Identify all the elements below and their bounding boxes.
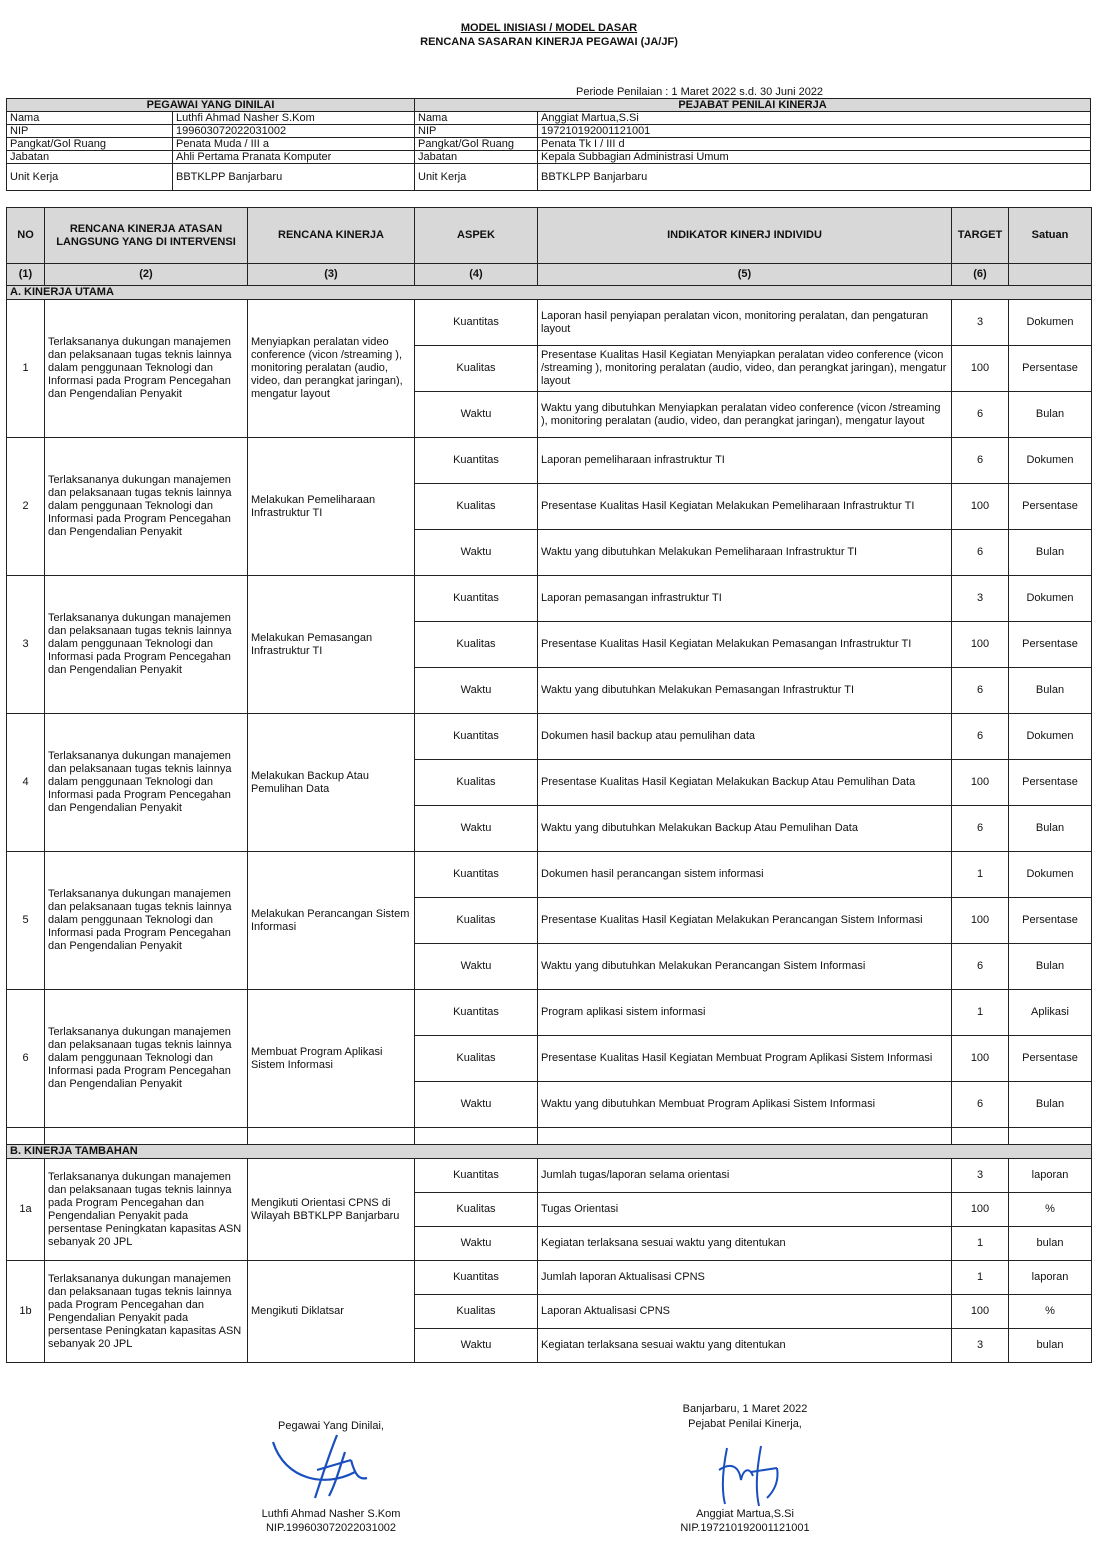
target: 1 [952, 990, 1009, 1036]
identity-label: Pangkat/Gol Ruang [7, 138, 173, 151]
blank-cell [415, 1128, 538, 1145]
target: 3 [952, 1159, 1009, 1193]
identity-label: Pangkat/Gol Ruang [415, 138, 538, 151]
indikator: Waktu yang dibutuhkan Melakukan Pemasangan Infrastruktur TI [538, 668, 952, 714]
target: 100 [952, 898, 1009, 944]
rencana-kinerja: Menyiapkan peralatan video conference (vicon /streaming ), monitoring peralatan (audio, video, dan perangkat jaringan), mengatur layout [248, 300, 415, 438]
target: 6 [952, 714, 1009, 760]
indikator: Waktu yang dibutuhkan Menyiapkan peralatan video conference (vicon /streaming ), monitoring peralatan (audio, video, dan perangkat jaringan), mengatur layout [538, 392, 952, 438]
target: 6 [952, 392, 1009, 438]
identity-value: Ahli Pertama Pranata Komputer [173, 151, 415, 164]
satuan: bulan [1009, 1227, 1092, 1261]
identity-value: BBTKLPP Banjarbaru [538, 164, 1091, 191]
table-row [7, 300, 1092, 346]
target: 100 [952, 622, 1009, 668]
satuan: laporan [1009, 1261, 1092, 1295]
identity-value: 197210192001121001 [538, 125, 1091, 138]
indikator: Kegiatan terlaksana sesuai waktu yang ditentukan [538, 1227, 952, 1261]
identity-row [7, 125, 1091, 138]
skp-table [6, 207, 1092, 1363]
right-signature-image [705, 1440, 795, 1510]
table-row [7, 852, 1092, 898]
col-number: (5) [538, 264, 952, 286]
identity-label: Nama [7, 112, 173, 125]
target: 6 [952, 1082, 1009, 1128]
col-target: TARGET [952, 208, 1009, 264]
blank-row [7, 1128, 1092, 1145]
indikator: Tugas Orientasi [538, 1193, 952, 1227]
document-subtitle: RENCANA SASARAN KINERJA PEGAWAI (JA/JF) [420, 36, 678, 48]
satuan: Bulan [1009, 806, 1092, 852]
blank-cell [952, 1128, 1009, 1145]
satuan: Bulan [1009, 944, 1092, 990]
indikator: Laporan pemasangan infrastruktur TI [538, 576, 952, 622]
satuan: Persentase [1009, 760, 1092, 806]
right-sign-title: Pejabat Penilai Kinerja, [688, 1418, 802, 1430]
rencana-kinerja: Membuat Program Aplikasi Sistem Informasi [248, 990, 415, 1128]
indikator: Waktu yang dibutuhkan Membuat Program Aplikasi Sistem Informasi [538, 1082, 952, 1128]
satuan: laporan [1009, 1159, 1092, 1193]
blank-cell [1009, 1128, 1092, 1145]
satuan: Persentase [1009, 346, 1092, 392]
indikator: Jumlah laporan Aktualisasi CPNS [538, 1261, 952, 1295]
row-number: 6 [7, 990, 45, 1128]
indikator: Jumlah tugas/laporan selama orientasi [538, 1159, 952, 1193]
table-row [7, 1159, 1092, 1193]
table-row [7, 576, 1092, 622]
col-aspek: ASPEK [415, 208, 538, 264]
identity-row [7, 138, 1091, 151]
indikator: Dokumen hasil perancangan sistem informasi [538, 852, 952, 898]
target: 3 [952, 576, 1009, 622]
aspek: Waktu [415, 392, 538, 438]
indikator: Waktu yang dibutuhkan Melakukan Perancangan Sistem Informasi [538, 944, 952, 990]
aspek: Kualitas [415, 898, 538, 944]
target: 100 [952, 1295, 1009, 1329]
satuan: Dokumen [1009, 438, 1092, 484]
aspek: Waktu [415, 806, 538, 852]
aspek: Kualitas [415, 346, 538, 392]
target: 3 [952, 300, 1009, 346]
rencana-atasan: Terlaksananya dukungan manajemen dan pelaksanaan tugas teknis lainnya dalam penggunaan Teknologi dan Informasi pada Program Pencegahan dan Pengendalian Penyakit [45, 300, 248, 438]
pegawai-header: PEGAWAI YANG DINILAI [7, 99, 415, 112]
identity-value: Penata Muda / III a [173, 138, 415, 151]
row-number: 2 [7, 438, 45, 576]
col-number: (2) [45, 264, 248, 286]
satuan: % [1009, 1193, 1092, 1227]
indikator: Program aplikasi sistem informasi [538, 990, 952, 1036]
aspek: Kuantitas [415, 714, 538, 760]
table-row [7, 438, 1092, 484]
identity-value: Anggiat Martua,S.Si [538, 112, 1091, 125]
identity-table [6, 98, 1091, 191]
pejabat-header: PEJABAT PENILAI KINERJA [415, 99, 1091, 112]
target: 100 [952, 1193, 1009, 1227]
col-number: (1) [7, 264, 45, 286]
rencana-atasan: Terlaksananya dukungan manajemen dan pelaksanaan tugas teknis lainnya dalam penggunaan Teknologi dan Informasi pada Program Pencegahan dan Pengendalian Penyakit [45, 576, 248, 714]
col-indikator: INDIKATOR KINERJ INDIVIDU [538, 208, 952, 264]
target: 100 [952, 346, 1009, 392]
target: 6 [952, 438, 1009, 484]
table-row [7, 714, 1092, 760]
indikator: Kegiatan terlaksana sesuai waktu yang ditentukan [538, 1329, 952, 1363]
section-header-row [7, 1145, 1092, 1159]
aspek: Kualitas [415, 484, 538, 530]
identity-label: Unit Kerja [7, 164, 173, 191]
document-title: MODEL INISIASI / MODEL DASAR [460, 22, 638, 34]
rencana-atasan: Terlaksananya dukungan manajemen dan pelaksanaan tugas teknis lainnya dalam penggunaan Teknologi dan Informasi pada Program Pencegahan dan Pengendalian Penyakit [45, 990, 248, 1128]
aspek: Kualitas [415, 1036, 538, 1082]
indikator: Waktu yang dibutuhkan Melakukan Backup Atau Pemulihan Data [538, 806, 952, 852]
satuan: Dokumen [1009, 852, 1092, 898]
aspek: Kuantitas [415, 1159, 538, 1193]
aspek: Kuantitas [415, 438, 538, 484]
satuan: Bulan [1009, 668, 1092, 714]
indikator: Laporan hasil penyiapan peralatan vicon, monitoring peralatan, dan pengaturan layout [538, 300, 952, 346]
indikator: Laporan pemeliharaan infrastruktur TI [538, 438, 952, 484]
satuan: Bulan [1009, 392, 1092, 438]
rencana-kinerja: Mengikuti Diklatsar [248, 1261, 415, 1363]
aspek: Kuantitas [415, 990, 538, 1036]
row-number: 1a [7, 1159, 45, 1261]
indikator: Presentase Kualitas Hasil Kegiatan Menyiapkan peralatan video conference (vicon /streaming ), monitoring peralatan (audio, video, dan perangkat jaringan), mengatur layout [538, 346, 952, 392]
periode-penilaian: Periode Penilaian : 1 Maret 2022 s.d. 30 Juni 2022 [576, 86, 824, 98]
satuan: Persentase [1009, 484, 1092, 530]
left-signature-image [255, 1430, 385, 1500]
satuan: Dokumen [1009, 300, 1092, 346]
identity-value: 199603072022031002 [173, 125, 415, 138]
rencana-atasan: Terlaksananya dukungan manajemen dan pelaksanaan tugas teknis lainnya pada Program Pencegahan dan Pengendalian Penyakit pada persentase Peningkatan kapasitas ASN sebanyak 20 JPL [45, 1159, 248, 1261]
blank-cell [45, 1128, 248, 1145]
identity-row [7, 112, 1091, 125]
satuan: Dokumen [1009, 576, 1092, 622]
satuan: Bulan [1009, 1082, 1092, 1128]
right-signature-stroke [719, 1446, 778, 1506]
identity-value: Penata Tk I / III d [538, 138, 1091, 151]
indikator: Presentase Kualitas Hasil Kegiatan Melakukan Backup Atau Pemulihan Data [538, 760, 952, 806]
left-signer-nip: NIP.199603072022031002 [265, 1522, 397, 1534]
rencana-atasan: Terlaksananya dukungan manajemen dan pelaksanaan tugas teknis lainnya dalam penggunaan Teknologi dan Informasi pada Program Pencegahan dan Pengendalian Penyakit [45, 438, 248, 576]
aspek: Kualitas [415, 760, 538, 806]
row-number: 4 [7, 714, 45, 852]
identity-label: Jabatan [7, 151, 173, 164]
rencana-atasan: Terlaksananya dukungan manajemen dan pelaksanaan tugas teknis lainnya pada Program Pencegahan dan Pengendalian Penyakit pada persentase Peningkatan kapasitas ASN sebanyak 20 JPL [45, 1261, 248, 1363]
aspek: Kuantitas [415, 300, 538, 346]
target: 100 [952, 760, 1009, 806]
row-number: 1 [7, 300, 45, 438]
satuan: Persentase [1009, 898, 1092, 944]
right-signer-nip: NIP.197210192001121001 [680, 1522, 810, 1534]
blank-cell [248, 1128, 415, 1145]
target: 100 [952, 484, 1009, 530]
col-number: (6) [952, 264, 1009, 286]
aspek: Kualitas [415, 622, 538, 668]
target: 1 [952, 1227, 1009, 1261]
blank-cell [538, 1128, 952, 1145]
row-number: 1b [7, 1261, 45, 1363]
left-signer-name: Luthfi Ahmad Nasher S.Kom [261, 1508, 401, 1520]
aspek: Waktu [415, 668, 538, 714]
identity-label: Jabatan [415, 151, 538, 164]
indikator: Waktu yang dibutuhkan Melakukan Pemeliharaan Infrastruktur TI [538, 530, 952, 576]
table-row [7, 990, 1092, 1036]
col-number: (4) [415, 264, 538, 286]
identity-label: Nama [415, 112, 538, 125]
row-number: 5 [7, 852, 45, 990]
rencana-kinerja: Melakukan Pemeliharaan Infrastruktur TI [248, 438, 415, 576]
table-row [7, 1261, 1092, 1295]
right-signer-name: Anggiat Martua,S.Si [696, 1508, 794, 1520]
aspek: Waktu [415, 530, 538, 576]
target: 3 [952, 1329, 1009, 1363]
section-title: A. KINERJA UTAMA [7, 286, 1092, 300]
target: 100 [952, 1036, 1009, 1082]
target: 1 [952, 1261, 1009, 1295]
indikator: Laporan Aktualisasi CPNS [538, 1295, 952, 1329]
col-number: (3) [248, 264, 415, 286]
satuan: Persentase [1009, 1036, 1092, 1082]
aspek: Kualitas [415, 1193, 538, 1227]
satuan: Bulan [1009, 530, 1092, 576]
section-title: B. KINERJA TAMBAHAN [7, 1145, 1092, 1159]
aspek: Waktu [415, 1082, 538, 1128]
identity-row [7, 151, 1091, 164]
satuan: Aplikasi [1009, 990, 1092, 1036]
satuan: Dokumen [1009, 714, 1092, 760]
col-satuan: Satuan [1009, 208, 1092, 264]
satuan: % [1009, 1295, 1092, 1329]
rencana-atasan: Terlaksananya dukungan manajemen dan pelaksanaan tugas teknis lainnya dalam penggunaan Teknologi dan Informasi pada Program Pencegahan dan Pengendalian Penyakit [45, 714, 248, 852]
aspek: Kualitas [415, 1295, 538, 1329]
indikator: Presentase Kualitas Hasil Kegiatan Melakukan Pemeliharaan Infrastruktur TI [538, 484, 952, 530]
identity-value: Luthfi Ahmad Nasher S.Kom [173, 112, 415, 125]
sign-place-date: Banjarbaru, 1 Maret 2022 [682, 1403, 808, 1415]
indikator: Presentase Kualitas Hasil Kegiatan Melakukan Perancangan Sistem Informasi [538, 898, 952, 944]
row-number: 3 [7, 576, 45, 714]
rencana-kinerja: Melakukan Perancangan Sistem Informasi [248, 852, 415, 990]
aspek: Kuantitas [415, 1261, 538, 1295]
target: 6 [952, 668, 1009, 714]
col-number [1009, 264, 1092, 286]
target: 6 [952, 530, 1009, 576]
target: 6 [952, 944, 1009, 990]
col-no: NO [7, 208, 45, 264]
satuan: Persentase [1009, 622, 1092, 668]
aspek: Waktu [415, 1227, 538, 1261]
left-signature-stroke [273, 1435, 367, 1498]
aspek: Kuantitas [415, 576, 538, 622]
col-rencana: RENCANA KINERJA [248, 208, 415, 264]
section-header-row [7, 286, 1092, 300]
blank-cell [7, 1128, 45, 1145]
target: 1 [952, 852, 1009, 898]
identity-value: Kepala Subbagian Administrasi Umum [538, 151, 1091, 164]
identity-label: NIP [415, 125, 538, 138]
target: 6 [952, 806, 1009, 852]
rencana-kinerja: Melakukan Pemasangan Infrastruktur TI [248, 576, 415, 714]
indikator: Presentase Kualitas Hasil Kegiatan Melakukan Pemasangan Infrastruktur TI [538, 622, 952, 668]
indikator: Dokumen hasil backup atau pemulihan data [538, 714, 952, 760]
rencana-atasan: Terlaksananya dukungan manajemen dan pelaksanaan tugas teknis lainnya dalam penggunaan Teknologi dan Informasi pada Program Pencegahan dan Pengendalian Penyakit [45, 852, 248, 990]
identity-label: NIP [7, 125, 173, 138]
identity-value: BBTKLPP Banjarbaru [173, 164, 415, 191]
indikator: Presentase Kualitas Hasil Kegiatan Membuat Program Aplikasi Sistem Informasi [538, 1036, 952, 1082]
identity-row [7, 164, 1091, 191]
col-atasan: RENCANA KINERJA ATASAN LANGSUNG YANG DI INTERVENSI [45, 208, 248, 264]
identity-label: Unit Kerja [415, 164, 538, 191]
aspek: Waktu [415, 1329, 538, 1363]
rencana-kinerja: Melakukan Backup Atau Pemulihan Data [248, 714, 415, 852]
satuan: bulan [1009, 1329, 1092, 1363]
aspek: Waktu [415, 944, 538, 990]
rencana-kinerja: Mengikuti Orientasi CPNS di Wilayah BBTKLPP Banjarbaru [248, 1159, 415, 1261]
aspek: Kuantitas [415, 852, 538, 898]
left-sign-title: Pegawai Yang Dinilai, [278, 1420, 384, 1432]
